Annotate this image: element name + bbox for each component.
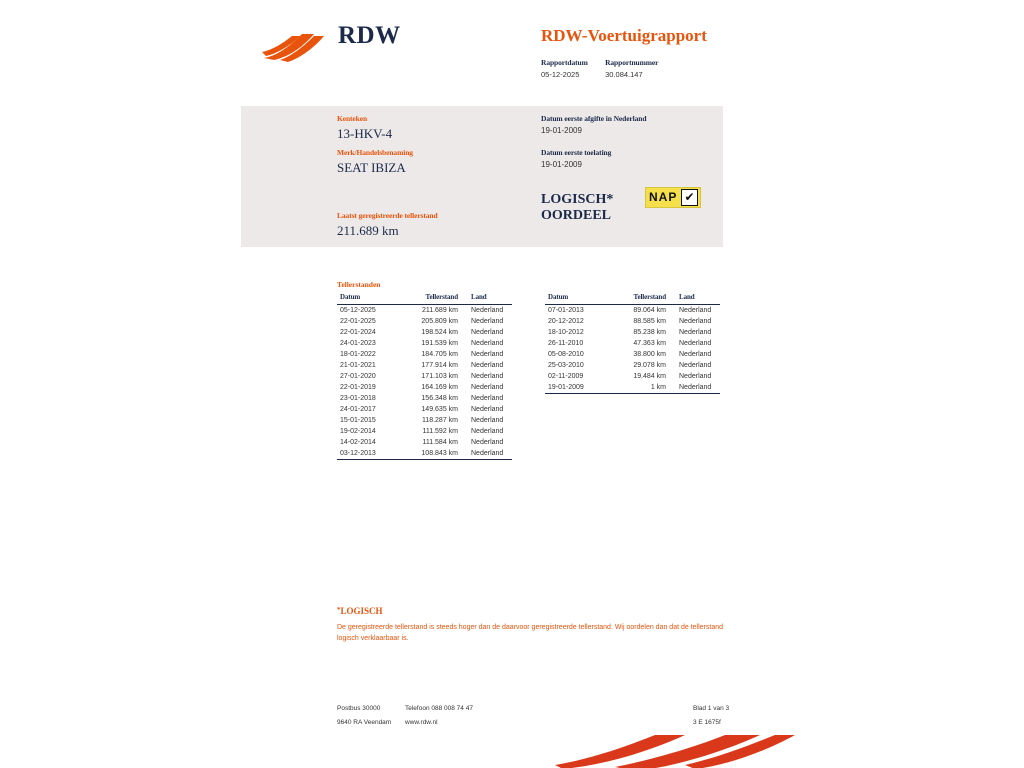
first-approval-field [541,148,721,169]
cell-tellerstand: 118.287 km [421,417,458,424]
cell-land: Nederland [679,340,712,347]
page-title: RDW-Voertuigrapport [541,26,707,45]
table-row [337,316,512,327]
cell-datum: 03-12-2013 [337,448,399,460]
cell-datum: 22-01-2019 [340,384,376,391]
first-approval-value: 19-01-2009 [541,160,582,169]
cell-land: Nederland [471,362,504,369]
brand-header [262,22,522,72]
footer-address-block [337,702,407,730]
cell-datum: 15-01-2015 [340,417,376,424]
footer-city: 9640 RA Veendam [337,719,392,726]
cell-tellerstand: 89.064 km [633,307,666,314]
note-title [337,606,383,616]
cell-land: Nederland [471,439,504,446]
last-odometer-label: Laatst geregistreerde tellerstand [337,211,438,220]
cell-tellerstand: 19.484 km [633,373,666,380]
table-row [337,349,512,360]
last-odometer-value: 211.689 km [337,223,399,238]
cell-land: Nederland [669,382,720,394]
table-row [337,360,512,371]
verdict-line-1: LOGISCH* [541,192,614,207]
make-model-field [337,148,527,176]
table-row [337,426,512,437]
nap-badge [645,187,701,208]
cell-tellerstand: 205.809 km [421,318,458,325]
licence-plate-field [337,114,527,142]
cell-land: Nederland [471,428,504,435]
cell-tellerstand: 164.169 km [421,384,458,391]
cell-datum: 26-11-2010 [548,340,584,347]
column-header-datum: Datum [337,291,399,305]
table-row [337,448,512,460]
cell-tellerstand: 1 km [607,382,669,394]
cell-land: Nederland [471,329,504,336]
table-row [337,404,512,415]
rdw-logo-icon [262,30,328,64]
cell-datum: 07-01-2013 [548,307,584,314]
verdict-line-2: OORDEEL [541,208,612,223]
footer-doc-code: 3 E 1675f [693,719,721,726]
cell-land: Nederland [679,373,712,380]
cell-datum: 05-12-2025 [340,307,376,314]
cell-datum: 23-01-2018 [340,395,376,402]
column-header-land: Land [669,291,720,305]
table-header-row [545,291,720,305]
footer-po-box: Postbus 30000 [337,705,381,712]
cell-tellerstand: 85.238 km [633,329,666,336]
make-model-label: Merk/Handelsbenaming [337,148,413,157]
report-meta [541,58,841,79]
nap-badge-label: NAP [649,190,678,204]
cell-land: Nederland [679,329,712,336]
cell-datum: 21-01-2021 [340,362,376,369]
odometer-table-left [337,291,512,460]
table-row [545,360,720,371]
footer-page-number: Blad 1 van 3 [693,705,730,712]
note-star: * [337,606,341,614]
table-row [337,393,512,404]
odometer-section-title: Tellerstanden [337,280,381,289]
cell-tellerstand: 156.348 km [421,395,458,402]
cell-tellerstand: 184.705 km [421,351,458,358]
note-body: De geregistreerde tellerstand is steeds hoger dan de daarvoor geregistreerde tellerstand. Wij oordelen dan dat de tellerstand logisch verklaarbaar is. [337,624,724,642]
table-row [545,316,720,327]
brand-name: RDW [338,22,401,49]
table-header-row [337,291,512,305]
cell-tellerstand: 198.524 km [421,329,458,336]
table-row [337,437,512,448]
table-row [337,371,512,382]
cell-land: Nederland [679,307,712,314]
table-row [545,371,720,382]
table-row [545,338,720,349]
cell-tellerstand: 88.585 km [633,318,666,325]
first-admission-nl-value: 19-01-2009 [541,126,582,135]
column-header-land: Land [461,291,512,305]
cell-tellerstand: 177.914 km [421,362,458,369]
table-row [337,305,512,317]
cell-datum: 24-01-2017 [340,406,376,413]
cell-land: Nederland [679,362,712,369]
cell-datum: 20-12-2012 [548,318,584,325]
cell-datum: 19-02-2014 [340,428,376,435]
table-row [337,338,512,349]
cell-tellerstand: 29.078 km [633,362,666,369]
cell-land: Nederland [471,417,504,424]
cell-land: Nederland [679,351,712,358]
cell-tellerstand: 149.635 km [421,406,458,413]
footer-website[interactable]: www.rdw.nl [405,719,438,726]
first-admission-nl-field [541,114,721,135]
cell-tellerstand: 108.843 km [399,448,461,460]
licence-plate-label: Kenteken [337,114,368,123]
report-date-block [541,58,603,79]
cell-datum: 18-10-2012 [548,329,584,336]
cell-tellerstand: 171.103 km [421,373,458,380]
cell-land: Nederland [471,307,504,314]
cell-datum: 05-08-2010 [548,351,584,358]
footer-page-block [693,702,783,730]
cell-land: Nederland [471,406,504,413]
cell-datum: 22-01-2025 [340,318,376,325]
cell-land: Nederland [471,340,504,347]
last-odometer-field [337,211,527,239]
cell-datum: 19-01-2009 [545,382,607,394]
cell-tellerstand: 111.592 km [422,428,458,435]
odometer-left-body [337,305,512,460]
cell-tellerstand: 191.539 km [421,340,458,347]
cell-land: Nederland [471,373,504,380]
first-approval-label: Datum eerste toelating [541,148,612,157]
column-header-tellerstand: Tellerstand [607,291,669,305]
check-icon: ✔ [681,189,698,206]
cell-datum: 14-02-2014 [340,439,376,446]
licence-plate-value: 13-HKV-4 [337,126,393,141]
cell-datum: 18-01-2022 [340,351,376,358]
cell-datum: 02-11-2009 [548,373,584,380]
column-header-tellerstand: Tellerstand [399,291,461,305]
table-row [545,382,720,394]
cell-datum: 25-03-2010 [548,362,584,369]
report-date-value: 05-12-2025 [541,70,580,79]
cell-land: Nederland [461,448,512,460]
cell-datum: 22-01-2024 [340,329,376,336]
verdict-text [541,192,613,224]
table-row [545,305,720,317]
cell-tellerstand: 111.584 km [422,439,458,446]
table-row [337,327,512,338]
report-date-label: Rapportdatum [541,58,588,67]
report-number-block [605,58,658,79]
table-row [545,349,720,360]
cell-land: Nederland [679,318,712,325]
table-row [337,415,512,426]
cell-land: Nederland [471,384,504,391]
first-admission-nl-label: Datum eerste afgifte in Nederland [541,114,647,123]
footer-contact-block [405,702,525,730]
rdw-watermark-icon [545,735,795,768]
cell-land: Nederland [471,318,504,325]
table-row [337,382,512,393]
cell-tellerstand: 47.363 km [633,340,666,347]
cell-land: Nederland [471,351,504,358]
report-number-label: Rapportnummer [605,58,659,67]
cell-datum: 24-01-2023 [340,340,376,347]
cell-tellerstand: 211.689 km [421,307,458,314]
odometer-table-right [545,291,720,394]
table-row [545,327,720,338]
report-number-value: 30.084.147 [605,70,643,79]
cell-datum: 27-01-2020 [340,373,376,380]
note-title-text: LOGISCH [340,606,383,616]
odometer-right-body [545,305,720,394]
make-model-value: SEAT IBIZA [337,160,406,175]
column-header-datum: Datum [545,291,607,305]
footer-phone: Telefoon 088 008 74 47 [405,705,473,712]
cell-land: Nederland [471,395,504,402]
cell-tellerstand: 38.800 km [633,351,666,358]
